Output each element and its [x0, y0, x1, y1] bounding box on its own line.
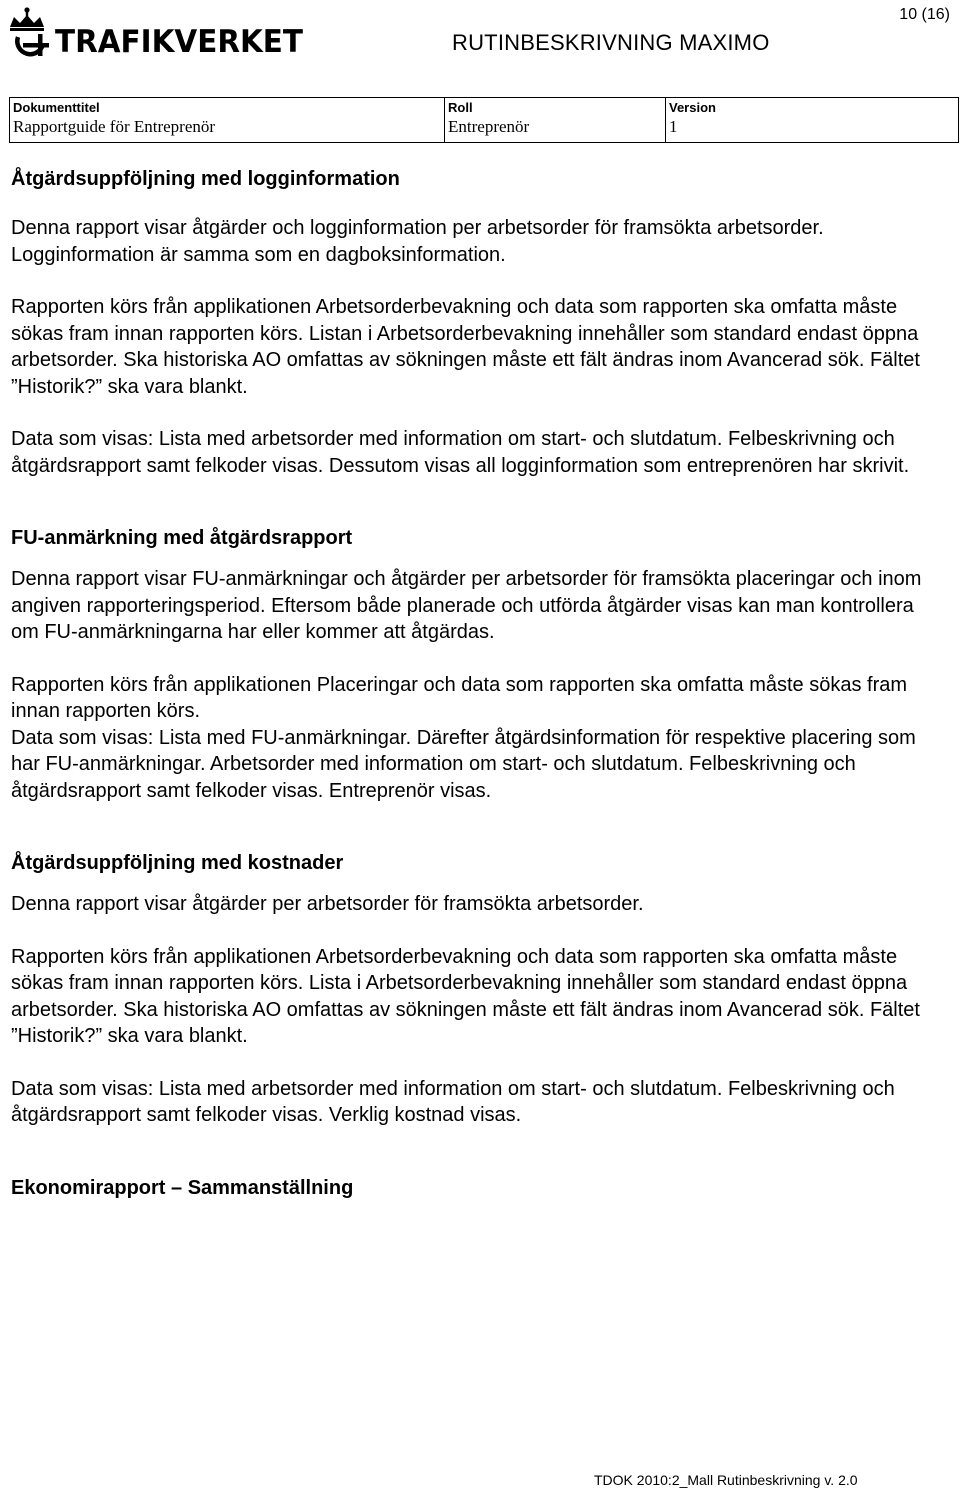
crown-icon: [4, 4, 304, 64]
version-label: Version: [669, 100, 716, 115]
section-paragraph: Data som visas: Lista med arbetsorder med information om start- och slutdatum. Felbeskrivning och åtgärdsrapport samt felkoder visas. Verklig kostnad visas.: [11, 1077, 895, 1126]
role-value: Entreprenör: [448, 117, 530, 136]
section-heading: Åtgärdsuppföljning med kostnader: [11, 852, 344, 874]
section-paragraph: Denna rapport visar åtgärder per arbetsorder för framsökta arbetsorder.: [11, 893, 644, 915]
doc-title-value: Rapportguide för Entreprenör: [13, 117, 216, 136]
section-paragraph: Denna rapport visar åtgärder och logginformation per arbetsorder för framsökta arbetsorder. Logginformation är samma som en dagboksinformation.: [11, 217, 824, 266]
doc-title-label: Dokumenttitel: [13, 100, 100, 115]
logo-wordmark: TRAFIKVERKET: [55, 24, 303, 60]
section-heading: FU-anmärkning med åtgärdsrapport: [11, 527, 353, 549]
section-heading: Ekonomirapport – Sammanställning: [11, 1176, 354, 1199]
section-paragraph: Denna rapport visar FU-anmärkningar och åtgärder per arbetsorder för framsökta placeringar och inom angiven rapporteringsperiod. Eftersom både planerade och utförda åtgärder visas kan man kontrollera om FU-anmärkningarna har eller kommer att åtgärdas.: [11, 568, 922, 643]
section-paragraph: Rapporten körs från applikationen Placeringar och data som rapporten ska omfatta måste sökas fram innan rapporten körs.: [11, 673, 908, 722]
role-label: Roll: [448, 100, 473, 115]
section-paragraph: Rapporten körs från applikationen Arbetsorderbevakning och data som rapporten ska omfatta måste sökas fram innan rapporten körs. Lista i Arbetsorderbevakning innehåller som standard endast öppna arbetsorder. Ska historiska AO omfattas av sökningen måste ett fält ändras inom Avancerad sök. Fältet ”Historik?” ska vara blankt.: [11, 945, 920, 1047]
document-header-title: RUTINBESKRIVNING MAXIMO: [452, 30, 770, 55]
document-body: [11, 166, 946, 1202]
role-cell: [445, 98, 666, 143]
document-meta-table: [9, 97, 959, 143]
section-paragraph: Data som visas: Lista med FU-anmärkningar. Därefter åtgärdsinformation för respektive placering som har FU-anmärkningar. Arbetsorder med information om start- och slutdatum. Felbeskrivning och åtgärdsrapport samt felkoder visas. Entreprenör visas.: [11, 726, 916, 802]
doc-title-cell: [10, 98, 445, 143]
trafikverket-logo: [4, 4, 304, 64]
footer-template-id: TDOK 2010:2_Mall Rutinbeskrivning v. 2.0: [594, 1472, 858, 1488]
version-cell: [666, 98, 959, 143]
section-paragraph: Data som visas: Lista med arbetsorder med information om start- och slutdatum. Felbeskrivning och åtgärdsrapport samt felkoder visas. Dessutom visas all logginformation som entreprenören har skrivit.: [11, 428, 910, 477]
section-paragraph: Rapporten körs från applikationen Arbetsorderbevakning och data som rapporten ska omfatta måste sökas fram innan rapporten körs. Listan i Arbetsorderbevakning innehåller som standard endast öppna arbetsorder. Ska historiska AO omfattas av sökningen måste ett fält ändras inom Avancerad sök. Fältet ”Historik?” ska vara blankt.: [11, 296, 920, 398]
section-heading: Åtgärdsuppföljning med logginformation: [11, 168, 400, 190]
version-value: 1: [669, 117, 678, 136]
page-number: 10 (16): [899, 6, 950, 23]
